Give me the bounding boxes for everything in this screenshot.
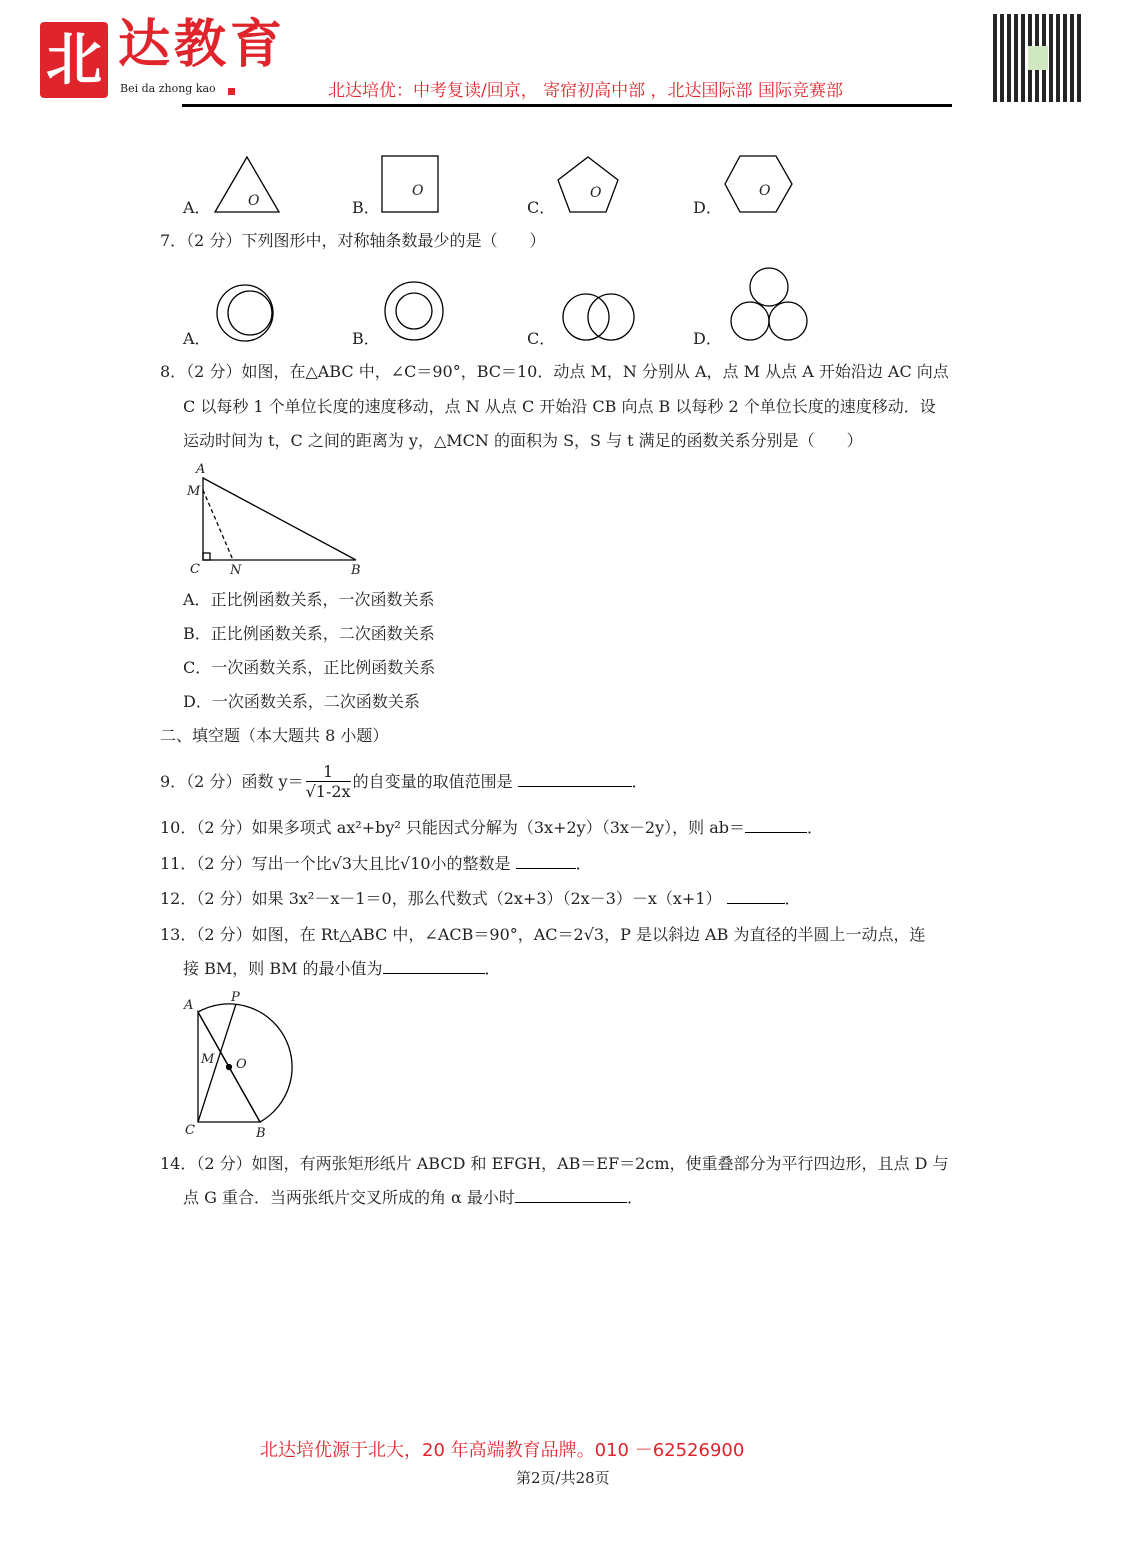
q8-option-c: C．一次函数关系，正比例函数关系 xyxy=(183,658,436,677)
center-dot xyxy=(227,1065,232,1070)
period: ． xyxy=(807,818,824,837)
label-b: B xyxy=(256,1126,266,1141)
q8-line2: C 以每秒 1 个单位长度的速度移动，点 N 从点 C 开始沿 CB 向点 B 以每秒 2 个单位长度的速度移动．设 xyxy=(183,397,936,416)
q6-option-a: A． xyxy=(183,198,211,217)
center-label: O xyxy=(759,183,771,199)
center-label: O xyxy=(248,193,260,209)
period: ． xyxy=(631,772,648,791)
q11-text: 11．（2 分）写出一个比√3大且比√10小的整数是 xyxy=(160,854,511,873)
answer-blank[interactable] xyxy=(515,1188,627,1203)
q10-text: 10．（2 分）如果多项式 ax²+by² 只能因式分解为（3x+2y）（3x－2y），则 ab＝ xyxy=(160,818,745,837)
q9-post: 的自变量的取值范围是 xyxy=(352,772,513,791)
label-n: N xyxy=(230,563,242,578)
logo-name: 达教育 xyxy=(118,14,287,75)
label-o: O xyxy=(236,1057,247,1072)
q8-line1: 8．（2 分）如图，在△ABC 中，∠C＝90°，BC＝10．动点 M，N 分别从 A，点 M 从点 A 开始沿边 AC 向点 xyxy=(160,362,949,381)
period: ． xyxy=(626,1188,643,1207)
q14 xyxy=(183,1188,643,1208)
q8-option-b: B．正比例函数关系，二次函数关系 xyxy=(183,624,435,643)
center-label: O xyxy=(590,185,602,201)
label-c: C xyxy=(190,562,200,577)
page-number: 第2页/共28页 xyxy=(516,1469,610,1487)
label-a: A xyxy=(196,462,206,477)
q7-option-b: B． xyxy=(352,329,380,348)
q6-option-c: C． xyxy=(527,198,556,217)
period: ． xyxy=(575,854,592,873)
period: ． xyxy=(484,959,501,978)
q8-option-d: D．一次函数关系，二次函数关系 xyxy=(183,692,420,711)
footer-slogan: 北达培优源于北大，20 年高端教育品牌。010 －62526900 xyxy=(260,1440,745,1461)
q7-option-a: A． xyxy=(183,329,211,348)
q7-option-d: D． xyxy=(693,329,722,348)
q13-line1: 13．（2 分）如图，在 Rt△ABC 中，∠ACB＝90°，AC＝2√3，P 是以斜边 AB 为直径的半圆上一动点，连 xyxy=(160,925,926,944)
numerator: 1 xyxy=(306,763,351,782)
label-a: A xyxy=(184,998,194,1013)
header-tagline: 北达培优：中考复读/回京， 寄宿初高中部 ，北达国际部 国际竞赛部 xyxy=(328,81,843,101)
q6-option-b: B． xyxy=(352,198,380,217)
logo-mark: 北 xyxy=(40,22,108,98)
q8-line3: 运动时间为 t，C 之间的距离为 y，△MCN 的面积为 S，S 与 t 满足的函数关系分别是（ ） xyxy=(183,431,863,450)
q14-line2: 点 G 重合．当两张纸片交叉所成的角 α 最小时 xyxy=(183,1188,515,1207)
q7-option-c: C． xyxy=(527,329,556,348)
label-m: M xyxy=(201,1052,215,1067)
q13-line2: 接 BM，则 BM 的最小值为 xyxy=(183,959,383,978)
q8-option-a: A．正比例函数关系，一次函数关系 xyxy=(183,590,435,609)
q6-option-d: D． xyxy=(693,198,722,217)
center-label: O xyxy=(412,183,424,199)
label-c: C xyxy=(185,1123,195,1138)
q14-line1: 14．（2 分）如图，有两张矩形纸片 ABCD 和 EFGH，AB＝EF＝2cm，使重叠部分为平行四边形，且点 D 与 xyxy=(160,1154,949,1173)
section-heading: 二、填空题（本大题共 8 小题） xyxy=(160,726,389,745)
label-m: M xyxy=(187,484,201,499)
period: ． xyxy=(784,889,801,908)
denominator: √1-2x xyxy=(305,782,351,801)
label-b: B xyxy=(351,563,361,578)
q12-text: 12．（2 分）如果 3x²－x－1＝0，那么代数式（2x+3）（2x－3）－x（x+1） xyxy=(160,889,722,908)
label-p: P xyxy=(231,990,240,1005)
q9-pre: 9．（2 分）函数 y＝ xyxy=(160,772,304,791)
logo-subtitle: Bei da zhong kao xyxy=(120,82,216,95)
q7-text: 7．（2 分）下列图形中，对称轴条数最少的是（ ） xyxy=(160,231,546,250)
